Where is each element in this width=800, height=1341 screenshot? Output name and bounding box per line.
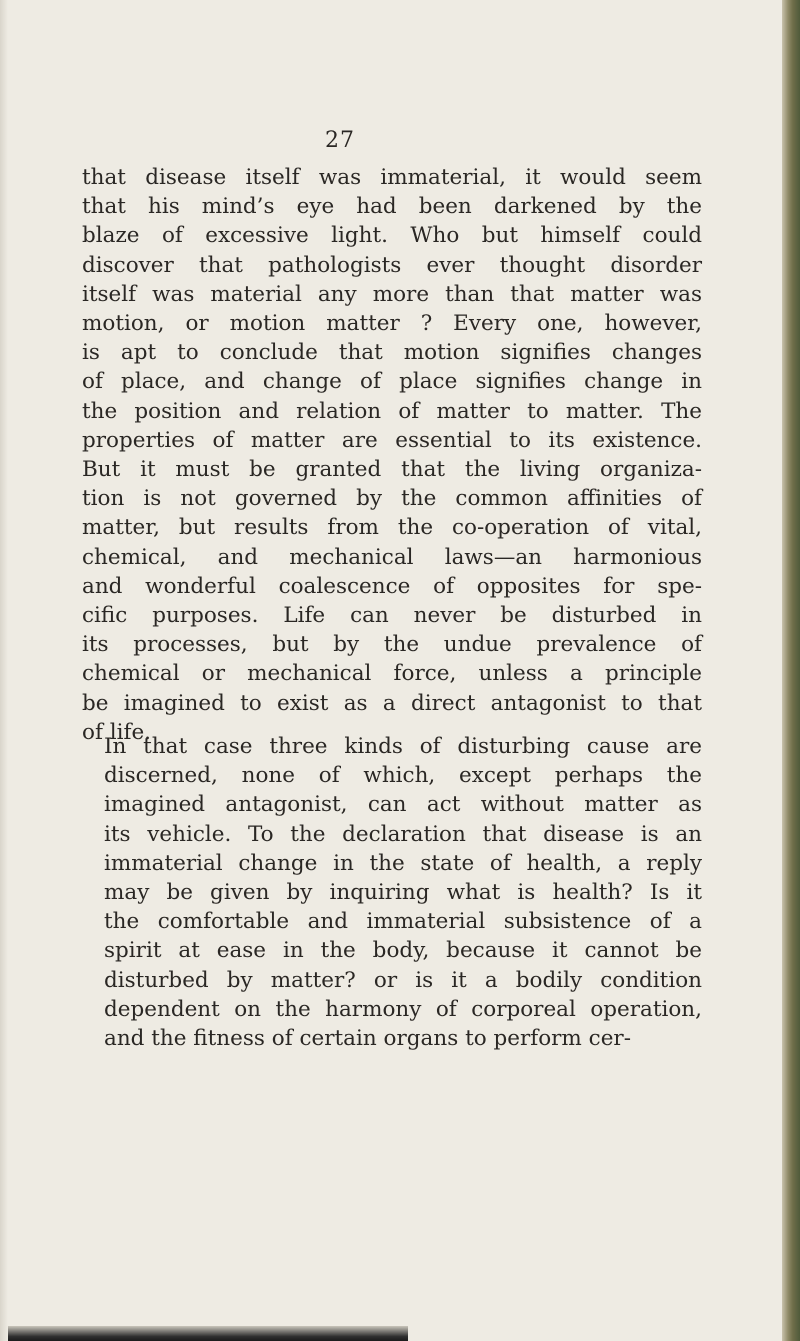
text-line: dependent on the harmony of corporeal operation, bbox=[104, 996, 702, 1022]
text-line: properties of matter are essential to its existence. bbox=[82, 427, 702, 453]
text-line: of life. bbox=[82, 719, 152, 745]
paragraph-1 bbox=[82, 163, 702, 747]
text-line: its vehicle. To the declaration that disease is an bbox=[104, 821, 702, 847]
text-line: spirit at ease in the body, because it cannot be bbox=[104, 938, 702, 964]
text-line: that his mind’s eye had been darkened by the bbox=[82, 194, 702, 220]
text-line: chemical or mechanical force, unless a principle bbox=[82, 661, 702, 687]
page-binding-edge bbox=[782, 0, 800, 1341]
paragraph-2 bbox=[82, 732, 702, 1053]
text-line: is apt to conclude that motion signifies changes bbox=[82, 340, 702, 366]
text-line: its processes, but by the undue prevalence of bbox=[82, 632, 702, 658]
text-line: In that case three kinds of disturbing cause are bbox=[104, 734, 702, 759]
text-line: imagined antagonist, can act without matter as bbox=[104, 792, 702, 818]
text-line: chemical, and mechanical laws—an harmonious bbox=[82, 544, 702, 570]
text-line: blaze of excessive light. Who but himself could bbox=[82, 223, 702, 249]
text-line: tion is not governed by the common affinities of bbox=[82, 486, 702, 512]
page-bottom-shadow bbox=[8, 1326, 408, 1341]
text-line: discerned, none of which, except perhaps the bbox=[104, 763, 702, 789]
text-line: itself was material any more than that matter was bbox=[82, 281, 702, 307]
page-left-edge bbox=[0, 0, 8, 1341]
text-line: disturbed by matter? or is it a bodily condition bbox=[104, 967, 702, 993]
text-line: cific purposes. Life can never be disturbed in bbox=[82, 603, 702, 629]
text-line: and wonderful coalescence of opposites for spe- bbox=[82, 573, 702, 599]
text-line: But it must be granted that the living organiza- bbox=[82, 457, 702, 483]
text-line: the position and relation of matter to matter. The bbox=[82, 398, 702, 424]
text-line: may be given by inquiring what is health? Is it bbox=[104, 880, 702, 906]
text-line: of place, and change of place signifies change in bbox=[82, 369, 702, 395]
text-line: that disease itself was immaterial, it would seem bbox=[82, 165, 702, 190]
text-line: the comfortable and immaterial subsistence of a bbox=[104, 909, 702, 935]
text-line: discover that pathologists ever thought disorder bbox=[82, 252, 702, 278]
text-line: motion, or motion matter ? Every one, however, bbox=[82, 311, 702, 337]
text-line: and the fitness of certain organs to perform cer- bbox=[104, 1026, 631, 1052]
page-number: 27 bbox=[325, 128, 355, 153]
text-line: immaterial change in the state of health, a reply bbox=[104, 850, 702, 876]
text-line: be imagined to exist as a direct antagonist to that bbox=[82, 690, 702, 716]
text-line: matter, but results from the co-operation of vital, bbox=[82, 515, 702, 541]
